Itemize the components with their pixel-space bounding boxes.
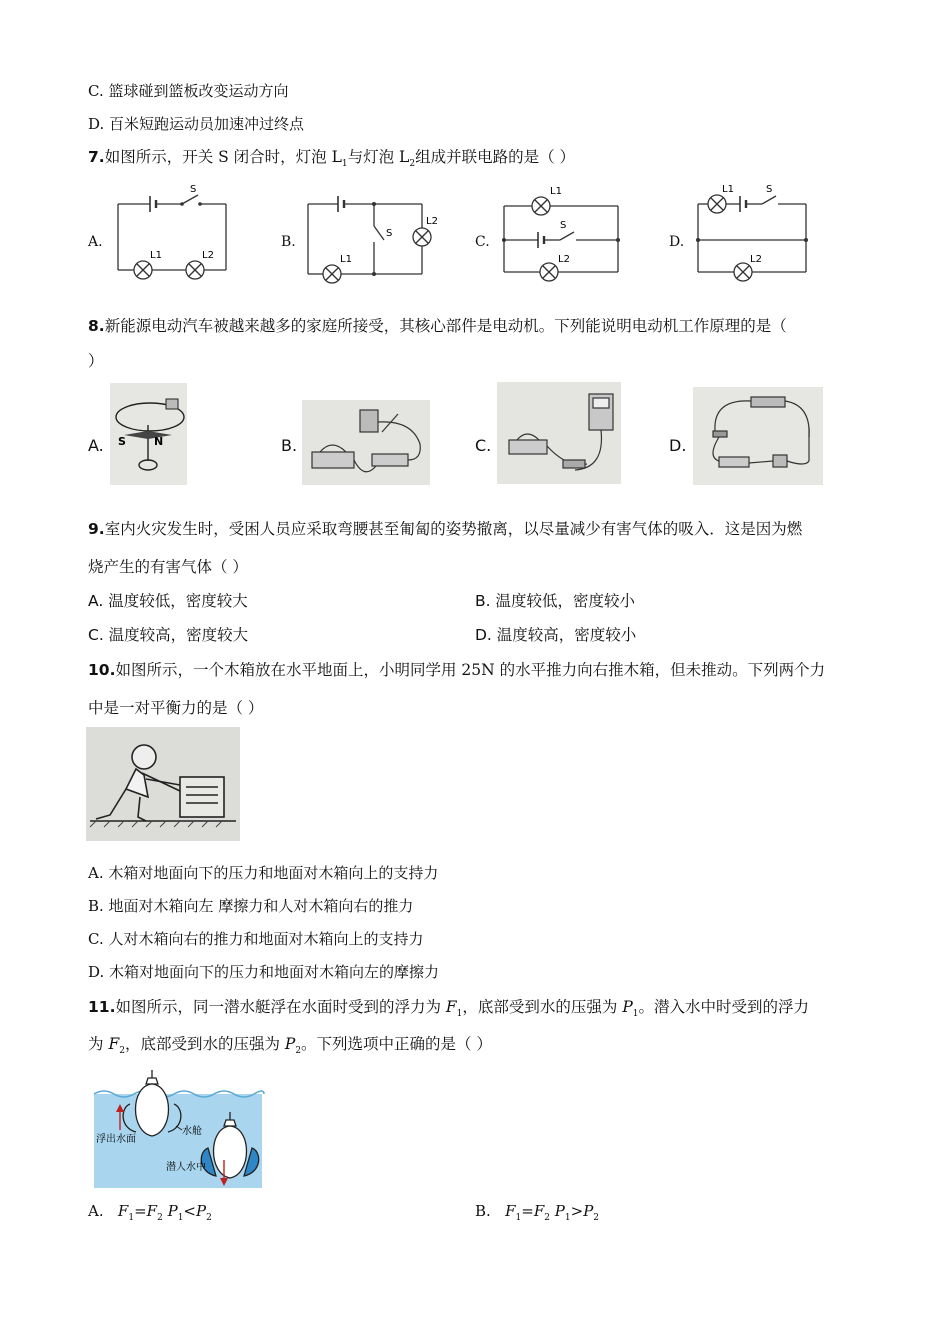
fig-float-label: 浮出水面 <box>96 1134 136 1145</box>
fig-dive-label: 潜人水中 <box>166 1162 206 1173</box>
circuit-c-l1-label: L1 <box>550 186 562 197</box>
q10-fig-boy-pushing-box <box>86 727 240 841</box>
q9-option-a: A. 温度较低，密度较大 <box>88 592 248 610</box>
q10-stem: 10.如图所示，一个木箱放在水平地面上，小明同学用 25N 的水平推力向右推木箱，但未推动。下列两个力 <box>88 661 826 679</box>
q11-option-b: B. $F_1=F_2$ $P_1>P_2$ <box>475 1202 600 1223</box>
q7-stem: 7.如图所示，开关 S 闭合时，灯泡 $L_1$与灯泡 $L_2$组成并联电路的是（ ） <box>88 148 576 170</box>
circuit-d-l1-label: L1 <box>722 184 734 195</box>
q10-option-c: C. 人对木箱向右的推力和地面对木箱向上的支持力 <box>88 930 424 948</box>
q9-option-c: C. 温度较高，密度较大 <box>88 626 249 644</box>
q8-fig-b-motor <box>302 400 430 485</box>
q8-fig-a-needle <box>110 383 187 485</box>
q11-fig-submarine <box>90 1068 264 1190</box>
q8-label-b: B. <box>281 436 298 455</box>
q8-fig-c-generator <box>497 382 621 484</box>
q7-label-d: D. <box>669 234 685 250</box>
q11-number: 11. <box>88 998 116 1016</box>
q9-stem-cont: 烧产生的有害气体（ ） <box>88 558 248 576</box>
q10-option-a: A. 木箱对地面向下的压力和地面对木箱向上的支持力 <box>88 864 439 882</box>
q11-stem: 11.如图所示，同一潜水艇浮在水面时受到的浮力为 $F_1$，底部受到水的压强为 $P_1$。潜入水中时受到的浮力 <box>88 998 810 1020</box>
circuit-d-l2-label: L2 <box>750 254 762 265</box>
circuit-b-l2-label: L2 <box>426 216 438 227</box>
q7-label-c: C. <box>475 234 490 250</box>
circuit-a-l1-label: L1 <box>150 250 162 261</box>
q9-option-b: B. 温度较低，密度较小 <box>475 592 635 610</box>
q8-number: 8. <box>88 317 105 335</box>
fig-tank-label: 水舱 <box>182 1126 202 1137</box>
q6-option-c: C. 篮球碰到篮板改变运动方向 <box>88 82 289 100</box>
circuit-c-l2-label: L2 <box>558 254 570 265</box>
circuit-d-switch-label: S <box>766 184 773 195</box>
fig-a-s-label: S <box>118 435 126 448</box>
circuit-a-diagram <box>112 182 232 282</box>
circuit-a-l2-label: L2 <box>202 250 214 261</box>
q6-option-d: D. 百米短跑运动员加速冲过终点 <box>88 115 305 133</box>
circuit-b-switch-label: S <box>386 228 393 239</box>
circuit-b-diagram <box>302 186 438 286</box>
q8-stem: 8.新能源电动汽车被越来越多的家庭所接受，其核心部件是电动机。下列能说明电动机工作原理的是（ <box>88 317 787 335</box>
fig-a-n-label: N <box>154 435 164 448</box>
circuit-c-switch-label: S <box>560 220 567 231</box>
q10-option-b: B. 地面对木箱向左 摩擦力和人对木箱向右的推力 <box>88 897 414 915</box>
q7-label-b: B. <box>281 234 296 250</box>
q8-stem-cont: ） <box>88 352 104 370</box>
q9-option-d: D. 温度较高，密度较小 <box>475 626 637 644</box>
q10-stem-cont: 中是一对平衡力的是（ ） <box>88 699 264 717</box>
q11-stem-cont: 为 $F_2$，底部受到水的压强为 $P_2$。下列选项中正确的是（ ） <box>88 1035 492 1057</box>
circuit-c-diagram <box>498 184 626 286</box>
q7-number: 7. <box>88 148 105 166</box>
q9-stem: 9.室内火灾发生时，受困人员应采取弯腰甚至匍匐的姿势撤离，以尽量减少有害气体的吸入．这是因为燃 <box>88 520 803 538</box>
q8-label-c: C. <box>475 436 492 455</box>
q7-label-a: A. <box>88 234 103 250</box>
q8-label-d: D. <box>669 436 687 455</box>
q9-number: 9. <box>88 520 105 538</box>
q11-option-a: A. $F_1=F_2$ $P_1<P_2$ <box>88 1202 212 1223</box>
q10-number: 10. <box>88 661 116 679</box>
q8-label-a: A. <box>88 436 104 455</box>
q10-option-d: D. 木箱对地面向下的压力和地面对木箱向左的摩擦力 <box>88 963 440 981</box>
circuit-a-switch-label: S <box>190 184 197 195</box>
circuit-d-diagram <box>692 182 814 284</box>
circuit-b-l1-label: L1 <box>340 254 352 265</box>
q8-fig-d-circuit <box>693 387 823 485</box>
